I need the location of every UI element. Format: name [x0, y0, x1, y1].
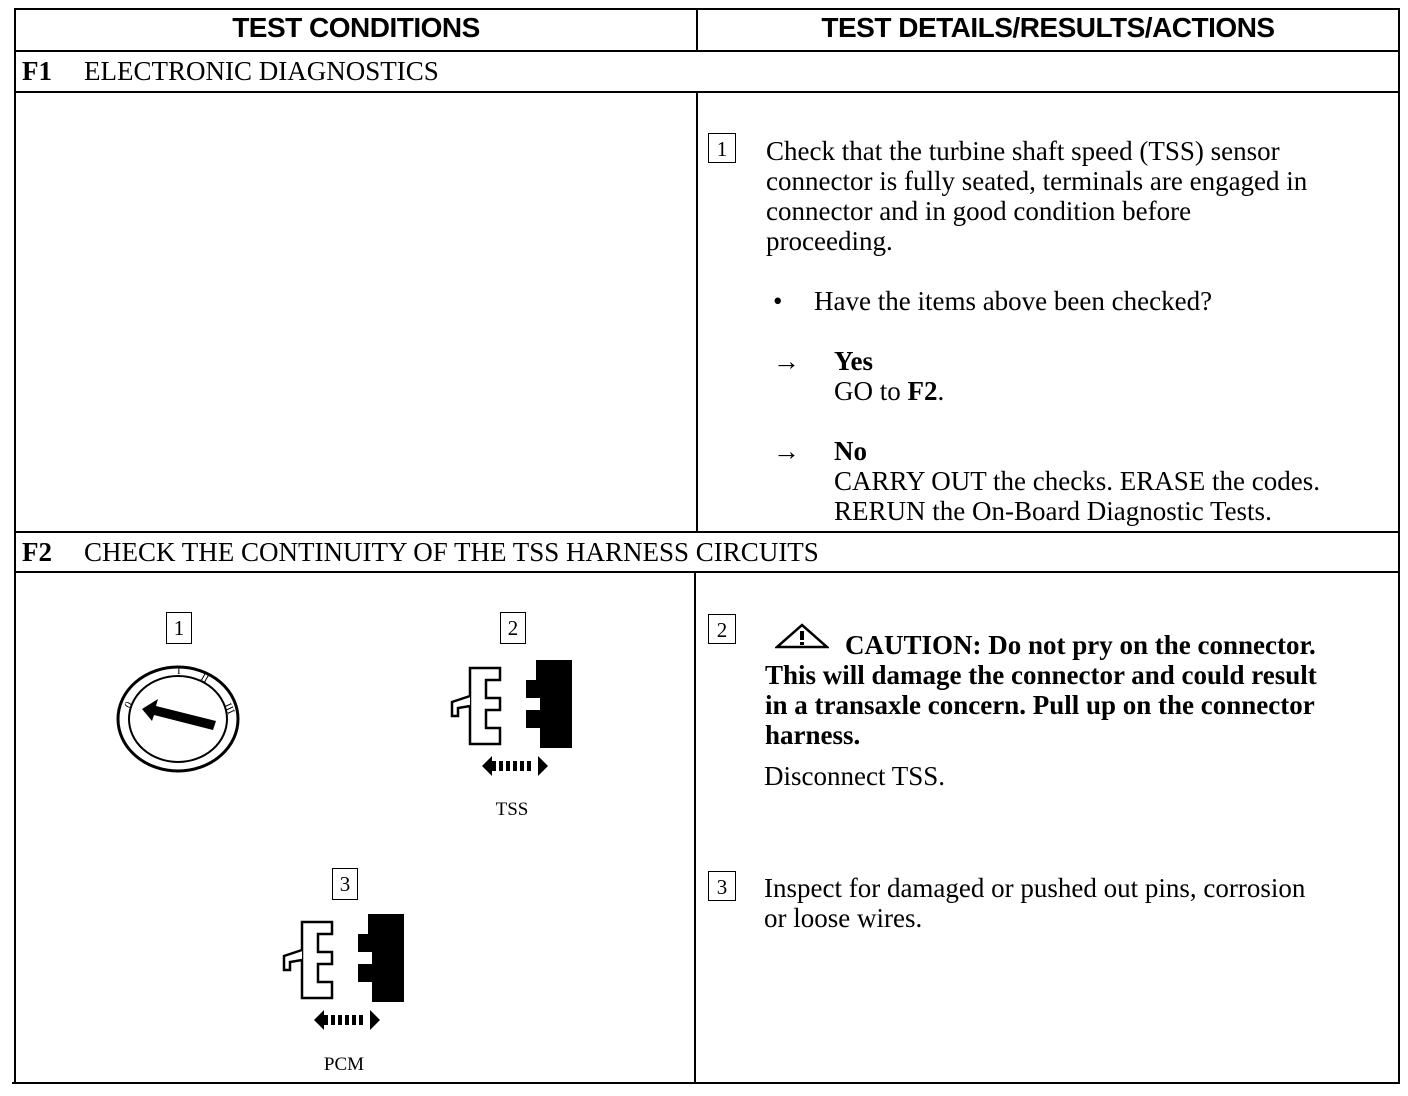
go-to-f2-link[interactable]: F2: [907, 376, 938, 406]
header-test-conditions: TEST CONDITIONS: [232, 12, 480, 43]
table-border-left: [14, 8, 16, 1084]
no-action-line: RERUN the On-Board Diagnostic Tests.: [834, 496, 1272, 526]
dial-mark-3: III: [221, 701, 237, 717]
f2-step3-number: 3: [708, 871, 736, 901]
f2-section-title: [22, 537, 819, 568]
ignition-switch-icon: [114, 663, 246, 775]
yes-arrow-icon: →: [773, 346, 800, 376]
table-border-right: [1398, 8, 1400, 1084]
text-line: connector is fully seated, terminals are engaged in: [766, 166, 1308, 196]
disconnect-tss-action: Disconnect TSS.: [764, 761, 945, 791]
fig1-number: 1: [166, 612, 192, 644]
text-line: Check that the turbine shaft speed (TSS) sensor: [766, 136, 1280, 166]
caution-line: This will damage the connector and could result: [765, 660, 1317, 690]
caution-line: harness.: [765, 720, 861, 750]
header-rule: [14, 50, 1400, 52]
text-line: proceeding.: [766, 226, 893, 256]
yes-action-prefix: GO to: [834, 376, 908, 406]
yes-result: [834, 346, 944, 406]
table-border-top: [14, 8, 1400, 10]
no-label: No: [834, 436, 867, 466]
pcm-connector-icon: [280, 912, 410, 1036]
caution-line: CAUTION: Do not pry on the connector.: [845, 630, 1316, 660]
f1-title: ELECTRONIC DIAGNOSTICS: [84, 56, 439, 86]
tss-label: TSS: [495, 799, 529, 820]
f1-code: F1: [22, 56, 52, 86]
tss-connector-icon: [448, 658, 578, 782]
yes-action-suffix: .: [937, 376, 945, 406]
question-bullet: •: [773, 286, 783, 316]
caution-line: in a transaxle concern. Pull up on the connector: [765, 690, 1315, 720]
f1-question: Have the items above been checked?: [814, 286, 1213, 316]
fig2-number: 2: [500, 612, 526, 644]
text-line: or loose wires.: [764, 903, 923, 933]
f1-step1-text: [766, 136, 1307, 256]
f2-title-rule: [14, 571, 1400, 573]
caution-text: [765, 630, 1317, 750]
f1-title-rule: [14, 91, 1400, 93]
f1-section-title: [22, 56, 439, 87]
pcm-label: PCM: [323, 1054, 365, 1075]
dial-mark-0: 0: [122, 699, 136, 711]
text-line: Inspect for damaged or pushed out pins, corrosion: [764, 873, 1306, 903]
no-action-line: CARRY OUT the checks. ERASE the codes.: [834, 466, 1320, 496]
f2-code: F2: [22, 537, 52, 567]
yes-action: [834, 376, 944, 406]
fig3-number: 3: [332, 868, 358, 900]
dial-mark-2: II: [198, 671, 211, 686]
no-arrow-icon: →: [773, 436, 800, 466]
f2-step2-number: 2: [708, 614, 736, 644]
text-line: connector and in good condition before: [766, 196, 1192, 226]
table-border-bottom: [12, 1082, 1400, 1084]
f2-top-rule: [14, 531, 1400, 533]
f2-divider: [694, 572, 696, 1084]
header-test-details: TEST DETAILS/RESULTS/ACTIONS: [821, 12, 1275, 43]
f2-step3-text: [764, 873, 1305, 933]
no-result: [834, 436, 1320, 526]
f1-step1-number: 1: [708, 133, 736, 163]
f2-title: CHECK THE CONTINUITY OF THE TSS HARNESS CIRCUITS: [84, 537, 819, 567]
yes-label: Yes: [834, 346, 873, 376]
f1-divider: [696, 92, 698, 532]
dial-mark-1: I: [177, 665, 181, 677]
